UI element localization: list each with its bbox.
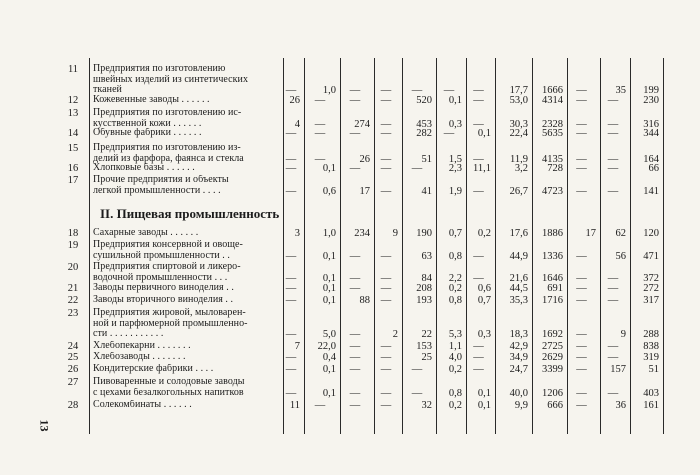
table-cell: 1886	[542, 228, 563, 239]
table-cell: —	[349, 272, 361, 284]
row-label-line: Заводы первичного виноделия . .	[93, 283, 234, 293]
table-cell: 17	[359, 185, 370, 197]
table-cell: 0,8	[448, 295, 462, 306]
row-label	[93, 377, 279, 398]
table-cell: 0,1	[322, 364, 336, 375]
table-cell: 3	[294, 228, 300, 239]
table-cell: 21,6	[509, 272, 528, 284]
row-label	[93, 262, 279, 283]
row-label-line: Солекомбинаты . . . . . .	[93, 400, 192, 410]
table-cell: —	[607, 387, 619, 399]
row-label	[93, 283, 279, 294]
table-cell: 0,3	[448, 118, 462, 130]
table-cell: —	[380, 153, 392, 165]
table-cell: 272	[643, 283, 659, 294]
table-cell: 53,0	[509, 95, 528, 106]
table-cell: —	[473, 118, 484, 130]
row-label	[93, 163, 279, 174]
table-cell: 0,7	[448, 228, 462, 239]
table-cell: 44,9	[509, 250, 528, 262]
row-number: 13	[67, 108, 79, 119]
table-cell: 0,1	[477, 387, 491, 399]
table-cell: 1,9	[448, 185, 462, 197]
table-cell: —	[607, 163, 619, 174]
table-cell: 728	[547, 163, 563, 174]
table-cell: 5,3	[448, 329, 462, 340]
table-cell: 161	[643, 400, 659, 411]
table-cell: —	[576, 250, 587, 262]
table-cell: —	[607, 153, 619, 165]
table-cell: —	[607, 118, 619, 130]
row-label	[93, 143, 279, 164]
table-cell: 0,2	[448, 283, 462, 294]
column-rule	[466, 58, 467, 434]
table-cell: —	[285, 352, 297, 363]
table-cell: 0,8	[448, 387, 462, 399]
table-cell: 234	[354, 228, 370, 239]
row-label-line: Хлопковые базы . . . . . .	[93, 163, 195, 173]
row-number: 18	[67, 228, 79, 239]
row-number: 25	[67, 352, 79, 363]
table-cell: 2	[392, 329, 398, 340]
table-cell: 66	[648, 163, 659, 174]
table-cell: 120	[643, 228, 659, 239]
table-cell: 34,9	[509, 352, 528, 363]
table-cell: —	[285, 85, 297, 96]
table-cell: 2629	[542, 352, 563, 363]
column-rule	[374, 58, 375, 434]
row-label-line: швейных изделий из синтетических	[93, 74, 249, 85]
table-cell: —	[576, 387, 587, 399]
table-cell: 471	[643, 250, 659, 262]
row-label-line: легкой промышленности . . . .	[93, 185, 221, 196]
column-rule	[532, 58, 533, 434]
table-cell: 1,1	[448, 341, 462, 352]
table-cell: 0,1	[322, 163, 336, 174]
row-label-line: Предприятия консервной и овоще-	[93, 240, 243, 250]
row-label-line: Предприятия по изготовлению	[93, 64, 226, 74]
table-cell: 0,8	[448, 250, 462, 262]
row-number: 24	[67, 341, 79, 352]
row-number: 14	[67, 128, 79, 139]
table-cell: 1666	[542, 85, 563, 96]
table-cell: 190	[416, 228, 432, 239]
table-cell: —	[576, 128, 587, 139]
table-cell: 1336	[542, 250, 563, 262]
table-cell: 9	[392, 228, 398, 239]
row-label-line: Кондитерские фабрики . . . .	[93, 364, 214, 374]
table-cell: 0,1	[322, 295, 336, 306]
table-cell: 1,5	[448, 153, 462, 165]
table-cell: 17,6	[509, 228, 528, 239]
table-cell: —	[285, 329, 297, 340]
table-cell: —	[607, 128, 619, 139]
table-cell: 157	[610, 364, 626, 375]
column-rule	[630, 58, 631, 434]
table-cell: —	[285, 163, 297, 174]
table-cell: 25	[421, 352, 432, 363]
table-cell: 35	[615, 85, 626, 96]
row-label-line: Предприятия по изготовлению ис-	[93, 108, 242, 118]
table-cell: —	[607, 295, 619, 306]
table-cell: —	[380, 400, 392, 411]
row-label	[93, 295, 279, 306]
table-cell: —	[473, 272, 484, 284]
table-cell: —	[473, 85, 484, 96]
row-label	[93, 64, 279, 96]
table-cell: 2,2	[448, 272, 462, 284]
table-cell: 9	[620, 329, 626, 340]
table-cell: —	[576, 95, 587, 106]
table-cell: —	[607, 283, 619, 294]
column-rule	[283, 58, 284, 434]
row-number: 11	[67, 64, 79, 75]
row-label-line: Предприятия жировой, мыловарен-	[93, 308, 246, 318]
row-number: 17	[67, 175, 79, 186]
table-cell: —	[576, 153, 587, 165]
table-cell: 0,1	[448, 95, 462, 106]
row-label	[93, 364, 279, 375]
row-label-line: сушильной промышленности . .	[93, 250, 230, 261]
row-label-line: с цехами безалкогольных напитков	[93, 387, 244, 398]
table-cell: —	[314, 95, 326, 106]
table-cell: 30,3	[509, 118, 528, 130]
table-cell: —	[473, 95, 484, 106]
table-cell: 5635	[542, 128, 563, 139]
row-label	[93, 128, 279, 139]
table-cell: 4135	[542, 153, 563, 165]
column-rule	[495, 58, 496, 434]
row-number: 16	[67, 163, 79, 174]
table-cell: —	[411, 387, 423, 399]
table-cell: 0,2	[448, 364, 462, 375]
table-cell: —	[576, 283, 587, 294]
table-cell: 7	[294, 341, 300, 352]
table-cell: —	[380, 128, 392, 139]
table-cell: 0,7	[477, 295, 491, 306]
column-rule	[402, 58, 403, 434]
table-cell: —	[380, 364, 392, 375]
table-cell: 88	[359, 295, 370, 306]
row-label	[93, 108, 279, 129]
row-number: 21	[67, 283, 79, 294]
table-cell: —	[285, 250, 297, 262]
row-label	[93, 240, 279, 261]
table-cell: —	[380, 85, 392, 96]
table-cell: 44,5	[509, 283, 528, 294]
table-cell: 9,9	[514, 400, 528, 411]
table-cell: —	[380, 341, 392, 352]
row-label	[93, 95, 279, 106]
table-cell: —	[473, 250, 484, 262]
table-cell: 288	[643, 329, 659, 340]
row-label	[93, 175, 279, 196]
table-cell: —	[576, 400, 587, 411]
table-cell: 63	[421, 250, 432, 262]
table-cell: —	[380, 163, 392, 174]
table-cell: 11,9	[510, 153, 528, 165]
row-label-line: Предприятия по изготовлению из-	[93, 143, 241, 153]
table-cell: —	[607, 272, 619, 284]
table-cell: —	[576, 364, 587, 375]
table-cell: 520	[416, 95, 432, 106]
table-cell: 317	[643, 295, 659, 306]
table-cell: —	[380, 185, 392, 197]
table-cell: 22	[421, 329, 432, 340]
table-cell: 4314	[542, 95, 563, 106]
table-cell: —	[473, 352, 484, 363]
column-rule	[304, 58, 305, 434]
row-number: 19	[67, 240, 79, 251]
table-cell: —	[443, 85, 455, 96]
table-cell: 164	[643, 153, 659, 165]
table-cell: 0,1	[322, 250, 336, 262]
table-cell: 1206	[542, 387, 563, 399]
table-cell: —	[349, 283, 361, 294]
table-cell: 84	[421, 272, 432, 284]
table-cell: —	[314, 118, 326, 130]
table-cell: 153	[416, 341, 432, 352]
table-cell: —	[285, 283, 297, 294]
table-cell: —	[285, 272, 297, 284]
table-cell: —	[285, 387, 297, 399]
section-title: II. Пищевая промышленность	[100, 206, 280, 221]
table-cell: —	[607, 185, 619, 197]
row-label-line: ной и парфюмерной промышленно-	[93, 318, 248, 329]
table-cell: 344	[643, 128, 659, 139]
column-rule	[567, 58, 568, 434]
table-cell: 1,0	[322, 85, 336, 96]
table-cell: 11,1	[473, 163, 491, 174]
table-cell: —	[411, 85, 423, 96]
table-cell: 26	[289, 95, 300, 106]
row-label-line: Сахарные заводы . . . . . .	[93, 228, 199, 238]
table-cell: 42,9	[509, 341, 528, 352]
table-cell: —	[285, 185, 297, 197]
table-cell: 4	[294, 118, 300, 130]
table-cell: 0,1	[322, 272, 336, 284]
table-cell: —	[411, 163, 423, 174]
table-cell: 4723	[542, 185, 563, 197]
table-cell: —	[576, 295, 587, 306]
table-cell: —	[607, 352, 619, 363]
table-cell: 666	[547, 400, 563, 411]
table-cell: 0,4	[322, 352, 336, 363]
table-cell: 62	[615, 228, 626, 239]
table-cell: 1,0	[322, 228, 336, 239]
table-cell: 0,6	[477, 283, 491, 294]
table-cell: —	[576, 163, 587, 174]
table-cell: —	[576, 118, 587, 130]
row-label-line: кусственной кожи . . . . . .	[93, 118, 202, 129]
table-cell: 0,2	[477, 228, 491, 239]
row-label	[93, 341, 279, 352]
table-cell: —	[349, 250, 361, 262]
table-cell: 5,0	[322, 329, 336, 340]
row-label-line: Обувные фабрики . . . . . .	[93, 128, 202, 138]
row-label	[93, 228, 279, 239]
row-number: 23	[67, 308, 79, 319]
row-number: 15	[67, 143, 79, 154]
row-number: 27	[67, 377, 79, 388]
table-cell: 4,0	[448, 352, 462, 363]
table-cell: 2328	[542, 118, 563, 130]
row-number: 20	[67, 262, 79, 273]
row-label	[93, 308, 279, 340]
table-cell: 18,3	[509, 329, 528, 340]
row-label-line: Заводы вторичного виноделия . .	[93, 295, 234, 305]
row-label-line: делий из фарфора, фаянса и стекла	[93, 153, 244, 164]
table-cell: —	[349, 163, 361, 174]
row-number: 12	[67, 95, 79, 106]
table-cell: —	[380, 295, 392, 306]
table-cell: —	[380, 283, 392, 294]
table-cell: 193	[416, 295, 432, 306]
table-cell: 3399	[542, 364, 563, 375]
table-cell: 372	[643, 272, 659, 284]
table-cell: —	[349, 128, 361, 139]
table-cell: 2,3	[448, 163, 462, 174]
table-cell: 40,0	[509, 387, 528, 399]
column-rule	[340, 58, 341, 434]
table-cell: —	[285, 128, 297, 139]
table-cell: —	[576, 329, 587, 340]
table-cell: —	[349, 352, 361, 363]
table-cell: 3,2	[514, 163, 528, 174]
row-label-line: Прочие предприятия и объекты	[93, 175, 229, 185]
row-label-line: Предприятия спиртовой и ликеро-	[93, 262, 241, 272]
table-cell: —	[285, 153, 297, 165]
table-cell: 17	[585, 228, 596, 239]
table-cell: —	[349, 400, 361, 411]
column-rule	[436, 58, 437, 434]
row-label-line: Хлебозаводы . . . . . . .	[93, 352, 186, 362]
table-cell: 11	[289, 400, 300, 411]
table-cell: 453	[416, 118, 432, 130]
table-cell: 141	[643, 185, 659, 197]
table-cell: —	[314, 153, 326, 165]
table-cell: —	[380, 95, 392, 106]
table-cell: 0,1	[322, 387, 336, 399]
table-cell: 0,3	[477, 329, 491, 340]
table-cell: —	[349, 329, 361, 340]
table-cell: —	[349, 341, 361, 352]
table-cell: 26,7	[509, 185, 528, 197]
row-label-line: Хлебопекарни . . . . . . .	[93, 341, 191, 351]
column-rule	[600, 58, 601, 434]
table-cell: 319	[643, 352, 659, 363]
table-cell: 24,7	[509, 364, 528, 375]
table-cell: —	[473, 341, 484, 352]
table-cell: 199	[643, 85, 659, 96]
table-cell: 1692	[542, 329, 563, 340]
table-cell: 230	[643, 95, 659, 106]
page-number: 13	[37, 419, 52, 432]
table-cell: 0,1	[477, 400, 491, 411]
table-cell: —	[576, 85, 587, 96]
table-cell: —	[443, 128, 455, 139]
table-cell: 36	[615, 400, 626, 411]
table-cell: 56	[615, 250, 626, 262]
table-cell: —	[607, 95, 619, 106]
table-cell: —	[473, 153, 484, 165]
table-cell: 316	[643, 118, 659, 130]
table-cell: 0,6	[322, 185, 336, 197]
row-label-line: водочной промышленности . . .	[93, 272, 228, 283]
table-cell: —	[607, 341, 619, 352]
table-cell: —	[285, 295, 297, 306]
table-cell: 51	[421, 153, 432, 165]
table-cell: —	[314, 400, 326, 411]
table-cell: 35,3	[509, 295, 528, 306]
table-cell: —	[473, 185, 484, 197]
table-cell: 32	[421, 400, 432, 411]
row-label	[93, 400, 279, 411]
table-cell: 403	[643, 387, 659, 399]
table-cell: —	[576, 341, 587, 352]
table-cell: 26	[359, 153, 370, 165]
table-cell: 22,4	[509, 128, 528, 139]
table-cell: 1646	[542, 272, 563, 284]
table-cell: 2725	[542, 341, 563, 352]
table-cell: 17,7	[509, 85, 528, 96]
table-cell: —	[349, 85, 361, 96]
table-cell: —	[349, 364, 361, 375]
row-label	[93, 352, 279, 363]
table-cell: —	[380, 118, 392, 130]
table-cell: —	[576, 352, 587, 363]
row-label-line: тканей	[93, 85, 122, 95]
table-cell: 1716	[542, 295, 563, 306]
table-cell: 691	[547, 283, 563, 294]
table-cell: —	[380, 250, 392, 262]
row-number: 22	[67, 295, 79, 306]
table-cell: —	[349, 95, 361, 106]
table-cell: 41	[421, 185, 432, 197]
row-label-line: сти . . . . . . . . . . .	[93, 329, 164, 339]
table-cell: 0,2	[448, 400, 462, 411]
table-cell: 22,0	[317, 341, 336, 352]
table-cell: 0,1	[477, 128, 491, 139]
row-number: 28	[67, 400, 79, 411]
column-rule	[663, 58, 664, 434]
row-label-line: Пивоваренные и солодовые заводы	[93, 377, 245, 387]
table-cell: —	[380, 272, 392, 284]
table-cell: —	[314, 128, 326, 139]
table-cell: 274	[354, 118, 370, 130]
table-cell: —	[380, 352, 392, 363]
table-cell: 282	[416, 128, 432, 139]
table-cell: 0,1	[322, 283, 336, 294]
table-cell: 208	[416, 283, 432, 294]
column-rule	[89, 58, 90, 434]
table-cell: —	[349, 387, 361, 399]
table-cell: —	[285, 364, 297, 375]
row-number: 26	[67, 364, 79, 375]
table-cell: —	[411, 364, 423, 375]
row-label-line: Кожевенные заводы . . . . . .	[93, 95, 210, 105]
table-cell: —	[473, 364, 484, 375]
table-cell: 51	[648, 364, 659, 375]
table-cell: 838	[643, 341, 659, 352]
table-cell: —	[380, 387, 392, 399]
table-cell: —	[576, 185, 587, 197]
table-cell: —	[576, 272, 587, 284]
